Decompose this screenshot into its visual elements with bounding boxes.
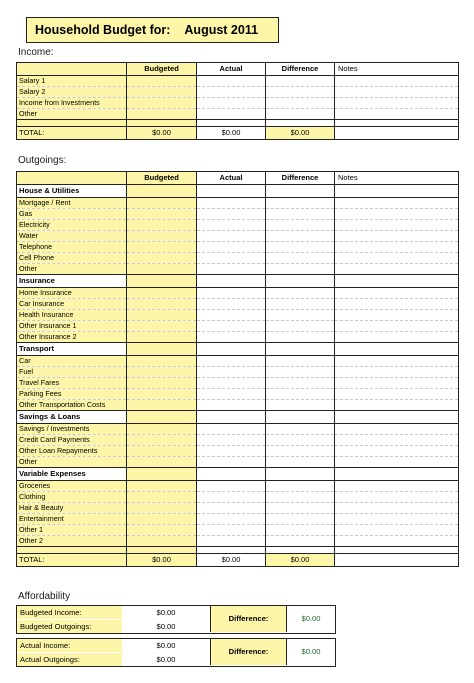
title-period[interactable]: August 2011 (184, 23, 259, 37)
outgoings-total-label: TOTAL: (17, 554, 127, 567)
income-total-row (17, 127, 459, 140)
budgeted-cell[interactable] (127, 288, 197, 299)
budget-difference-label: Difference: (210, 606, 287, 632)
actual-cell (197, 343, 266, 356)
actual-cell[interactable] (197, 536, 266, 547)
difference-cell[interactable] (266, 231, 335, 242)
income-total-label: TOTAL: (17, 127, 127, 140)
table-row (17, 264, 459, 275)
row-label: Car Insurance (17, 299, 127, 310)
affordability-section-label: Affordability (18, 591, 71, 602)
actual-cell[interactable] (197, 242, 266, 253)
outgoings-total-row (17, 554, 459, 567)
notes-cell[interactable] (335, 299, 459, 310)
budgeted-cell[interactable] (127, 253, 197, 264)
gap-cell (335, 120, 459, 127)
budgeted-cell[interactable] (127, 514, 197, 525)
row-label: Other 2 (17, 536, 127, 547)
actual-cell[interactable] (197, 209, 266, 220)
row-label: Travel Fares (17, 378, 127, 389)
budgeted-cell[interactable] (127, 389, 197, 400)
difference-cell[interactable] (266, 503, 335, 514)
income-header-blank (17, 63, 127, 76)
notes-cell[interactable] (335, 481, 459, 492)
outgoings-total-budgeted: $0.00 (127, 554, 197, 567)
notes-cell[interactable] (335, 332, 459, 343)
actual-cell[interactable] (197, 76, 266, 87)
notes-cell[interactable] (335, 231, 459, 242)
difference-cell[interactable] (266, 514, 335, 525)
actual-cell[interactable] (197, 400, 266, 411)
actual-cell[interactable] (197, 332, 266, 343)
budgeted-cell[interactable] (127, 446, 197, 457)
category-label: Transport (17, 343, 127, 356)
notes-cell[interactable] (335, 87, 459, 98)
difference-cell[interactable] (266, 264, 335, 275)
row-label: Mortgage / Rent (17, 198, 127, 209)
actual-cell[interactable] (197, 514, 266, 525)
actual-income-value: $0.00 (156, 641, 176, 650)
actual-cell[interactable] (197, 288, 266, 299)
gap-cell (17, 120, 127, 127)
budgeted-cell[interactable] (127, 525, 197, 536)
table-row (17, 378, 459, 389)
row-label: Other Insurance 2 (17, 332, 127, 343)
difference-cell[interactable] (266, 242, 335, 253)
budgeted-cell[interactable] (127, 378, 197, 389)
difference-cell[interactable] (266, 356, 335, 367)
outgoings-header-row (17, 172, 459, 185)
notes-cell[interactable] (335, 378, 459, 389)
table-row (17, 356, 459, 367)
budgeted-affordability-box (16, 605, 336, 634)
title-label: Household Budget for: (35, 23, 171, 37)
budgeted-cell[interactable] (127, 310, 197, 321)
row-label: Parking Fees (17, 389, 127, 400)
difference-cell[interactable] (266, 435, 335, 446)
budgeted-income-value: $0.00 (156, 608, 176, 617)
budgeted-outgoings-label: Budgeted Outgoings: (17, 620, 122, 633)
notes-cell[interactable] (335, 400, 459, 411)
budgeted-cell[interactable] (127, 76, 197, 87)
budgeted-cell[interactable] (127, 492, 197, 503)
notes-cell[interactable] (335, 310, 459, 321)
actual-outgoings-value: $0.00 (156, 655, 176, 664)
budgeted-cell[interactable] (127, 264, 197, 275)
budgeted-cell[interactable] (127, 242, 197, 253)
budgeted-cell[interactable] (127, 536, 197, 547)
actual-cell[interactable] (197, 87, 266, 98)
income-total-budgeted: $0.00 (127, 127, 197, 140)
actual-cell (197, 411, 266, 424)
col-notes: Notes (335, 172, 459, 185)
actual-cell (197, 468, 266, 481)
table-row (17, 310, 459, 321)
difference-cell[interactable] (266, 424, 335, 435)
table-row (17, 209, 459, 220)
table-row (17, 492, 459, 503)
gap-cell (197, 120, 266, 127)
row-label: Telephone (17, 242, 127, 253)
table-row (17, 514, 459, 525)
income-total-actual: $0.00 (197, 127, 266, 140)
table-row (17, 457, 459, 468)
gap-cell (197, 547, 266, 554)
row-label: Health Insurance (17, 310, 127, 321)
table-row (17, 198, 459, 209)
row-label: Other Transportation Costs (17, 400, 127, 411)
budgeted-cell[interactable] (127, 209, 197, 220)
outgoings-section-label: Outgoings: (18, 155, 67, 166)
actual-cell[interactable] (197, 356, 266, 367)
notes-cell[interactable] (335, 321, 459, 332)
actual-cell[interactable] (197, 264, 266, 275)
income-header-row (17, 63, 459, 76)
budgeted-cell[interactable] (127, 481, 197, 492)
table-row (17, 253, 459, 264)
outgoings-total-difference: $0.00 (266, 554, 335, 567)
notes-cell[interactable] (335, 253, 459, 264)
budgeted-income-label: Budgeted Income: (17, 606, 122, 619)
difference-cell[interactable] (266, 481, 335, 492)
table-row (17, 400, 459, 411)
difference-cell[interactable] (266, 492, 335, 503)
row-label: Cell Phone (17, 253, 127, 264)
col-actual: Actual (197, 172, 266, 185)
difference-cell[interactable] (266, 198, 335, 209)
difference-cell[interactable] (266, 76, 335, 87)
table-row (17, 76, 459, 87)
actual-cell[interactable] (197, 378, 266, 389)
table-row (17, 446, 459, 457)
budgeted-cell[interactable] (127, 424, 197, 435)
actual-cell[interactable] (197, 198, 266, 209)
actual-affordability-box (16, 638, 336, 667)
difference-cell[interactable] (266, 400, 335, 411)
outgoings-table (16, 171, 459, 567)
budgeted-cell (127, 275, 197, 288)
gap-cell (335, 547, 459, 554)
notes-cell[interactable] (335, 457, 459, 468)
gap-cell (127, 120, 197, 127)
budgeted-cell[interactable] (127, 356, 197, 367)
outgoings-header-blank (17, 172, 127, 185)
notes-cell[interactable] (335, 503, 459, 514)
notes-cell[interactable] (335, 198, 459, 209)
budgeted-outgoings-value: $0.00 (156, 622, 176, 631)
budgeted-cell (127, 185, 197, 198)
difference-cell[interactable] (266, 87, 335, 98)
actual-cell[interactable] (197, 98, 266, 109)
budgeted-cell[interactable] (127, 109, 197, 120)
notes-cell[interactable] (335, 288, 459, 299)
row-label: Credit Card Payments (17, 435, 127, 446)
difference-cell (266, 275, 335, 288)
budgeted-cell[interactable] (127, 98, 197, 109)
row-label: Income from Investments (17, 98, 127, 109)
difference-cell[interactable] (266, 457, 335, 468)
notes-cell[interactable] (335, 98, 459, 109)
category-label: Savings & Loans (17, 411, 127, 424)
difference-cell (266, 468, 335, 481)
difference-cell[interactable] (266, 253, 335, 264)
actual-cell[interactable] (197, 525, 266, 536)
col-actual: Actual (197, 63, 266, 76)
category-row (17, 275, 459, 288)
category-label: Variable Expenses (17, 468, 127, 481)
actual-cell[interactable] (197, 435, 266, 446)
row-label: Other (17, 109, 127, 120)
notes-cell[interactable] (335, 367, 459, 378)
table-row (17, 481, 459, 492)
difference-cell[interactable] (266, 109, 335, 120)
row-label: Salary 2 (17, 87, 127, 98)
budgeted-cell (127, 343, 197, 356)
outgoings-gap-row (17, 547, 459, 554)
notes-cell (335, 411, 459, 424)
category-row (17, 411, 459, 424)
notes-cell[interactable] (335, 514, 459, 525)
row-label: Savings / Investments (17, 424, 127, 435)
notes-cell (335, 468, 459, 481)
actual-cell (197, 275, 266, 288)
table-row (17, 109, 459, 120)
difference-cell (266, 185, 335, 198)
budgeted-cell[interactable] (127, 435, 197, 446)
row-label: Other Loan Repayments (17, 446, 127, 457)
table-row (17, 87, 459, 98)
category-label: House & Utilities (17, 185, 127, 198)
budgeted-cell[interactable] (127, 299, 197, 310)
col-notes: Notes (335, 63, 459, 76)
notes-cell[interactable] (335, 264, 459, 275)
notes-cell[interactable] (335, 492, 459, 503)
row-label: Gas (17, 209, 127, 220)
income-total-notes (335, 127, 459, 140)
outgoings-total-notes (335, 554, 459, 567)
col-difference: Difference (266, 63, 335, 76)
table-row (17, 424, 459, 435)
row-label: Other (17, 457, 127, 468)
notes-cell[interactable] (335, 109, 459, 120)
budgeted-cell[interactable] (127, 367, 197, 378)
table-row (17, 98, 459, 109)
table-row (17, 332, 459, 343)
actual-cell[interactable] (197, 253, 266, 264)
actual-difference-value: $0.00 (301, 647, 321, 656)
actual-cell[interactable] (197, 446, 266, 457)
income-section-label: Income: (18, 47, 54, 58)
difference-cell[interactable] (266, 209, 335, 220)
notes-cell[interactable] (335, 525, 459, 536)
difference-cell[interactable] (266, 446, 335, 457)
gap-cell (127, 547, 197, 554)
actual-difference-label: Difference: (210, 639, 287, 665)
difference-cell[interactable] (266, 299, 335, 310)
notes-cell[interactable] (335, 242, 459, 253)
row-label: Clothing (17, 492, 127, 503)
gap-cell (266, 547, 335, 554)
table-row (17, 525, 459, 536)
table-row (17, 367, 459, 378)
table-row (17, 321, 459, 332)
actual-cell[interactable] (197, 321, 266, 332)
actual-cell[interactable] (197, 481, 266, 492)
notes-cell (335, 185, 459, 198)
budgeted-cell (127, 468, 197, 481)
table-row (17, 220, 459, 231)
notes-cell[interactable] (335, 389, 459, 400)
budgeted-cell[interactable] (127, 400, 197, 411)
difference-cell[interactable] (266, 389, 335, 400)
budgeted-cell[interactable] (127, 321, 197, 332)
budgeted-cell[interactable] (127, 503, 197, 514)
row-label: Electricity (17, 220, 127, 231)
difference-cell[interactable] (266, 378, 335, 389)
actual-outgoings-label: Actual Outgoings: (17, 653, 122, 666)
row-label: Other 1 (17, 525, 127, 536)
difference-cell[interactable] (266, 98, 335, 109)
actual-cell[interactable] (197, 424, 266, 435)
table-row (17, 299, 459, 310)
difference-cell (266, 411, 335, 424)
actual-cell[interactable] (197, 109, 266, 120)
notes-cell[interactable] (335, 209, 459, 220)
notes-cell[interactable] (335, 356, 459, 367)
budgeted-cell (127, 411, 197, 424)
category-row (17, 343, 459, 356)
category-row (17, 185, 459, 198)
difference-cell[interactable] (266, 310, 335, 321)
budgeted-cell[interactable] (127, 231, 197, 242)
budgeted-cell[interactable] (127, 87, 197, 98)
table-row (17, 435, 459, 446)
notes-cell (335, 275, 459, 288)
row-label: Home Insurance (17, 288, 127, 299)
col-difference: Difference (266, 172, 335, 185)
gap-cell (17, 547, 127, 554)
difference-cell[interactable] (266, 321, 335, 332)
actual-cell[interactable] (197, 457, 266, 468)
row-label: Fuel (17, 367, 127, 378)
row-label: Entertainment (17, 514, 127, 525)
difference-cell[interactable] (266, 525, 335, 536)
table-row (17, 288, 459, 299)
notes-cell[interactable] (335, 536, 459, 547)
budgeted-cell[interactable] (127, 198, 197, 209)
table-row (17, 536, 459, 547)
budgeted-cell[interactable] (127, 220, 197, 231)
table-row (17, 503, 459, 514)
notes-cell[interactable] (335, 220, 459, 231)
table-row (17, 389, 459, 400)
notes-cell[interactable] (335, 446, 459, 457)
notes-cell[interactable] (335, 435, 459, 446)
actual-cell[interactable] (197, 503, 266, 514)
row-label: Other Insurance 1 (17, 321, 127, 332)
actual-cell (197, 185, 266, 198)
row-label: Salary 1 (17, 76, 127, 87)
table-row (17, 231, 459, 242)
gap-cell (266, 120, 335, 127)
category-row (17, 468, 459, 481)
difference-cell[interactable] (266, 367, 335, 378)
notes-cell[interactable] (335, 424, 459, 435)
budget-title (26, 17, 279, 43)
actual-cell[interactable] (197, 492, 266, 503)
col-budgeted: Budgeted (127, 172, 197, 185)
category-label: Insurance (17, 275, 127, 288)
income-total-difference: $0.00 (266, 127, 335, 140)
row-label: Groceries (17, 481, 127, 492)
row-label: Hair & Beauty (17, 503, 127, 514)
row-label: Car (17, 356, 127, 367)
notes-cell (335, 343, 459, 356)
notes-cell[interactable] (335, 76, 459, 87)
actual-cell[interactable] (197, 389, 266, 400)
row-label: Other (17, 264, 127, 275)
actual-cell[interactable] (197, 220, 266, 231)
actual-cell[interactable] (197, 299, 266, 310)
col-budgeted: Budgeted (127, 63, 197, 76)
outgoings-total-actual: $0.00 (197, 554, 266, 567)
income-table (16, 62, 459, 140)
budgeted-cell[interactable] (127, 332, 197, 343)
row-label: Water (17, 231, 127, 242)
budget-difference-value: $0.00 (301, 614, 321, 623)
difference-cell[interactable] (266, 220, 335, 231)
income-gap-row (17, 120, 459, 127)
difference-cell (266, 343, 335, 356)
actual-income-label: Actual Income: (17, 639, 122, 652)
difference-cell[interactable] (266, 288, 335, 299)
difference-cell[interactable] (266, 536, 335, 547)
budgeted-cell[interactable] (127, 457, 197, 468)
table-row (17, 242, 459, 253)
difference-cell[interactable] (266, 332, 335, 343)
actual-cell[interactable] (197, 310, 266, 321)
actual-cell[interactable] (197, 367, 266, 378)
actual-cell[interactable] (197, 231, 266, 242)
